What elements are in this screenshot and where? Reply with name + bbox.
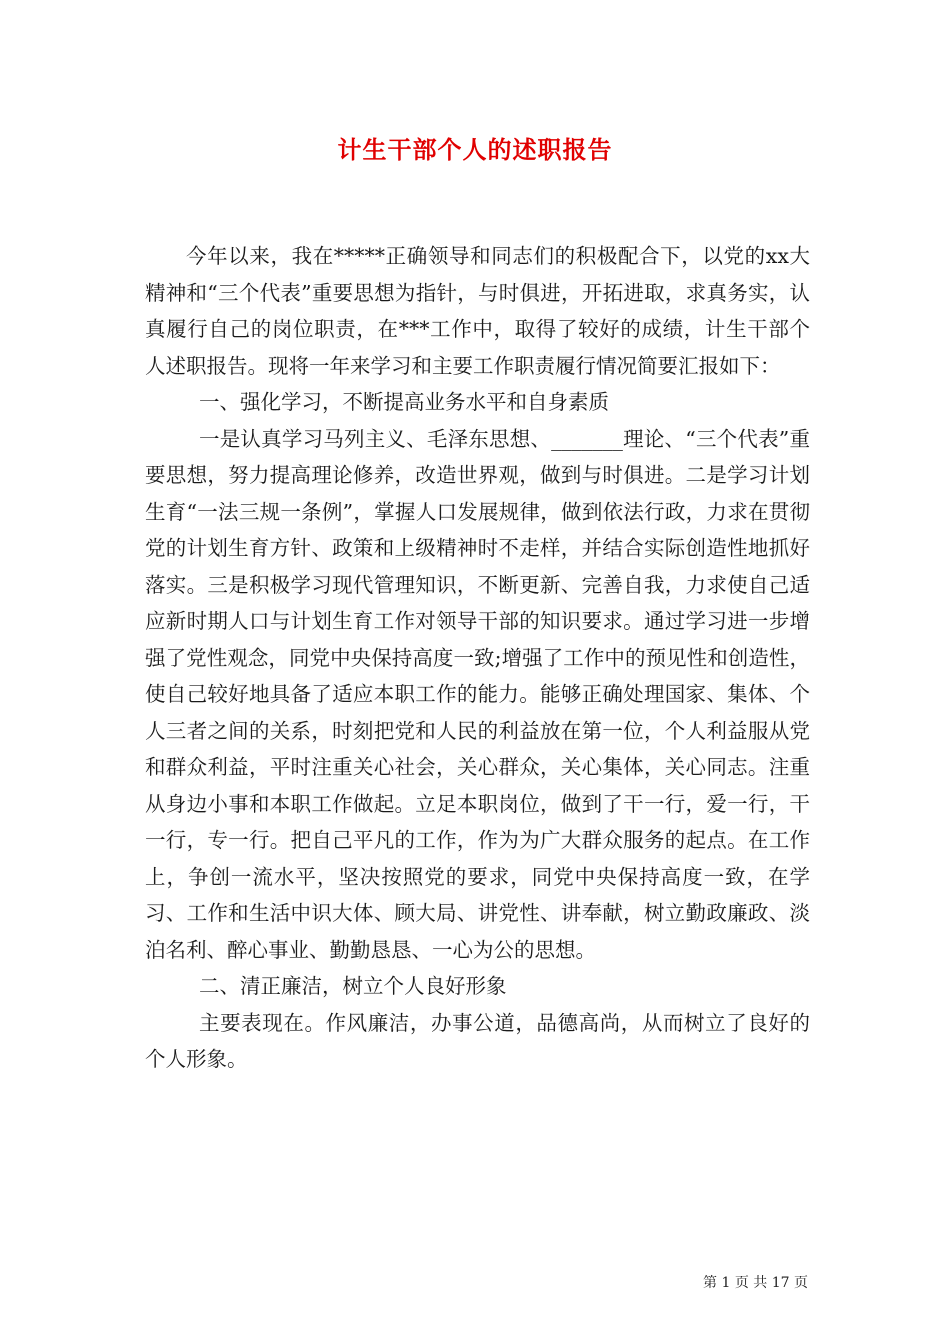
document-title: 计生干部个人的述职报告 xyxy=(337,135,613,164)
paragraph-study: 一是认真学习马列主义、毛泽东思想、_______理论、“三个代表”重要思想，努力提高理论修养，改造世界观，做到与时俱进。二是学习计划生育“一法三规一条例”，掌握人口发展规律，做到依法行政，力求在贯彻党的计划生育方针、政策和上级精神时不走样，并结合实际创造性地抓好落实。三是积极学习现代管理知识，不断更新、完善自我，力求使自己适应新时期人口与计划生育工作对领导干部的知识要求。通过学习进一步增强了党性观念，同党中央保持高度一致;增强了工作中的预见性和创造性，使自己较好地具备了适应本职工作的能力。能够正确处理国家、集体、个人三者之间的关系，时刻把党和人民的利益放在第一位，个人利益服从党和群众利益，平时注重关心社会，关心群众，关心集体，关心同志。注重从身边小事和本职工作做起。立足本职岗位，做到了干一行，爱一行，干一行，专一行。把自己平凡的工作，作为为广大群众服务的起点。在工作上，争创一流水平，坚决按照党的要求，同党中央保持高度一致，在学习、工作和生活中识大体、顾大局、讲党性、讲奉献，树立勤政廉政、淡泊名利、醉心事业、勤勤恳恳、一心为公的思想。 xyxy=(145,426,810,962)
document-body xyxy=(145,238,810,1078)
page-number: 第 1 页 共 17 页 xyxy=(703,1275,808,1291)
paragraph-integrity: 主要表现在。作风廉洁，办事公道，品德高尚，从而树立了良好的个人形象。 xyxy=(145,1010,810,1071)
section-heading-2: 二、清正廉洁，树立个人良好形象 xyxy=(199,974,507,998)
paragraph-intro: 今年以来，我在*****正确领导和同志们的积极配合下，以党的xx大精神和“三个代表”重要思想为指针，与时俱进，开拓进取，求真务实，认真履行自己的岗位职责，在***工作中，取得了较好的成绩，计生干部个人述职报告。现将一年来学习和主要工作职责履行情况简要汇报如下： xyxy=(145,244,810,378)
section-heading-1: 一、强化学习，不断提高业务水平和自身素质 xyxy=(199,390,609,414)
